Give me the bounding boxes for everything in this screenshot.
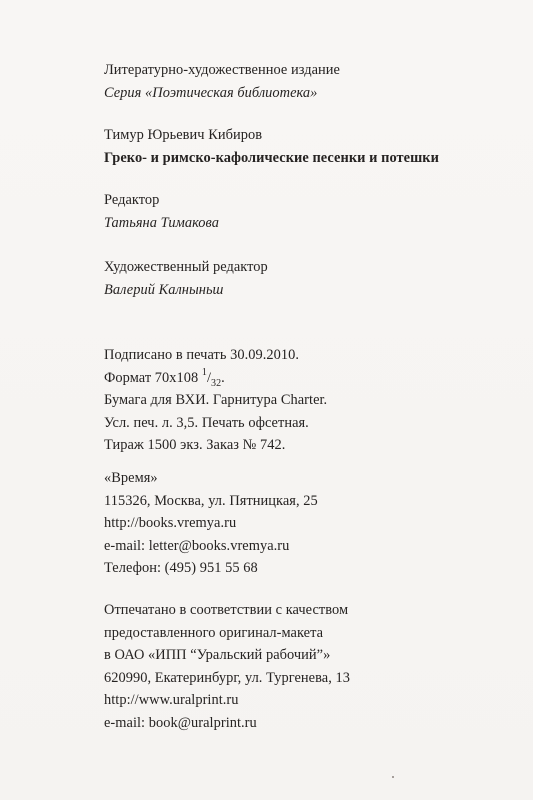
printer-line-2: предоставленного оригинал-макета bbox=[104, 624, 324, 641]
signed-date: Подписано в печать 30.09.2010. bbox=[104, 347, 300, 363]
printer-line-1: Отпечатано в соответствии с качеством bbox=[104, 602, 349, 618]
publisher-website: http://books.vremya.ru bbox=[104, 515, 237, 531]
format-prefix: Формат 70x108 bbox=[104, 369, 202, 386]
printer-line-3: в ОАО «ИПП “Уральский рабочий”» bbox=[104, 647, 331, 663]
paper-line: Бумага для ВХИ. Гарнитура Charter. bbox=[104, 392, 328, 408]
author-name: Тимур Юрьевич Кибиров bbox=[104, 127, 263, 143]
art-editor-block bbox=[104, 256, 524, 301]
art-editor-label: Художественный редактор bbox=[104, 259, 268, 275]
run-line: Тираж 1500 экз. Заказ № 742. bbox=[104, 437, 286, 453]
editor-label: Редактор bbox=[104, 192, 160, 208]
publisher-address: 115326, Москва, ул. Пятницкая, 25 bbox=[104, 492, 318, 509]
publisher-email: e-mail: letter@books.vremya.ru bbox=[104, 537, 290, 554]
format-suffix: . bbox=[221, 369, 225, 386]
format-slash: / bbox=[206, 369, 212, 386]
edition-block bbox=[104, 59, 524, 104]
editor-name: Татьяна Тимакова bbox=[104, 214, 219, 231]
format-line bbox=[104, 367, 524, 390]
publisher-block bbox=[104, 467, 524, 580]
paper-speck bbox=[392, 776, 394, 778]
series-name: Серия «Поэтическая библиотека» bbox=[104, 84, 318, 101]
book-title: Греко- и римско-кафолические песенки и потешки bbox=[104, 149, 439, 166]
sheets-line: Усл. печ. л. 3,5. Печать офсетная. bbox=[104, 414, 309, 431]
printer-website: http://www.uralprint.ru bbox=[104, 692, 239, 708]
print-details-block bbox=[104, 344, 524, 457]
format-numerator: 1 bbox=[201, 366, 207, 378]
publisher-phone: Телефон: (495) 951 55 68 bbox=[104, 560, 258, 576]
art-editor-name: Валерий Калныньш bbox=[104, 281, 224, 298]
editor-block bbox=[104, 189, 524, 234]
format-denominator: 32 bbox=[211, 378, 222, 390]
printer-address: 620990, Екатеринбург, ул. Тургенева, 13 bbox=[104, 669, 350, 686]
publisher-name: «Время» bbox=[104, 470, 158, 486]
printer-block bbox=[104, 599, 524, 734]
printer-email: e-mail: book@uralprint.ru bbox=[104, 714, 257, 731]
book-block bbox=[104, 124, 524, 169]
edition-type: Литературно-художественное издание bbox=[104, 62, 340, 78]
